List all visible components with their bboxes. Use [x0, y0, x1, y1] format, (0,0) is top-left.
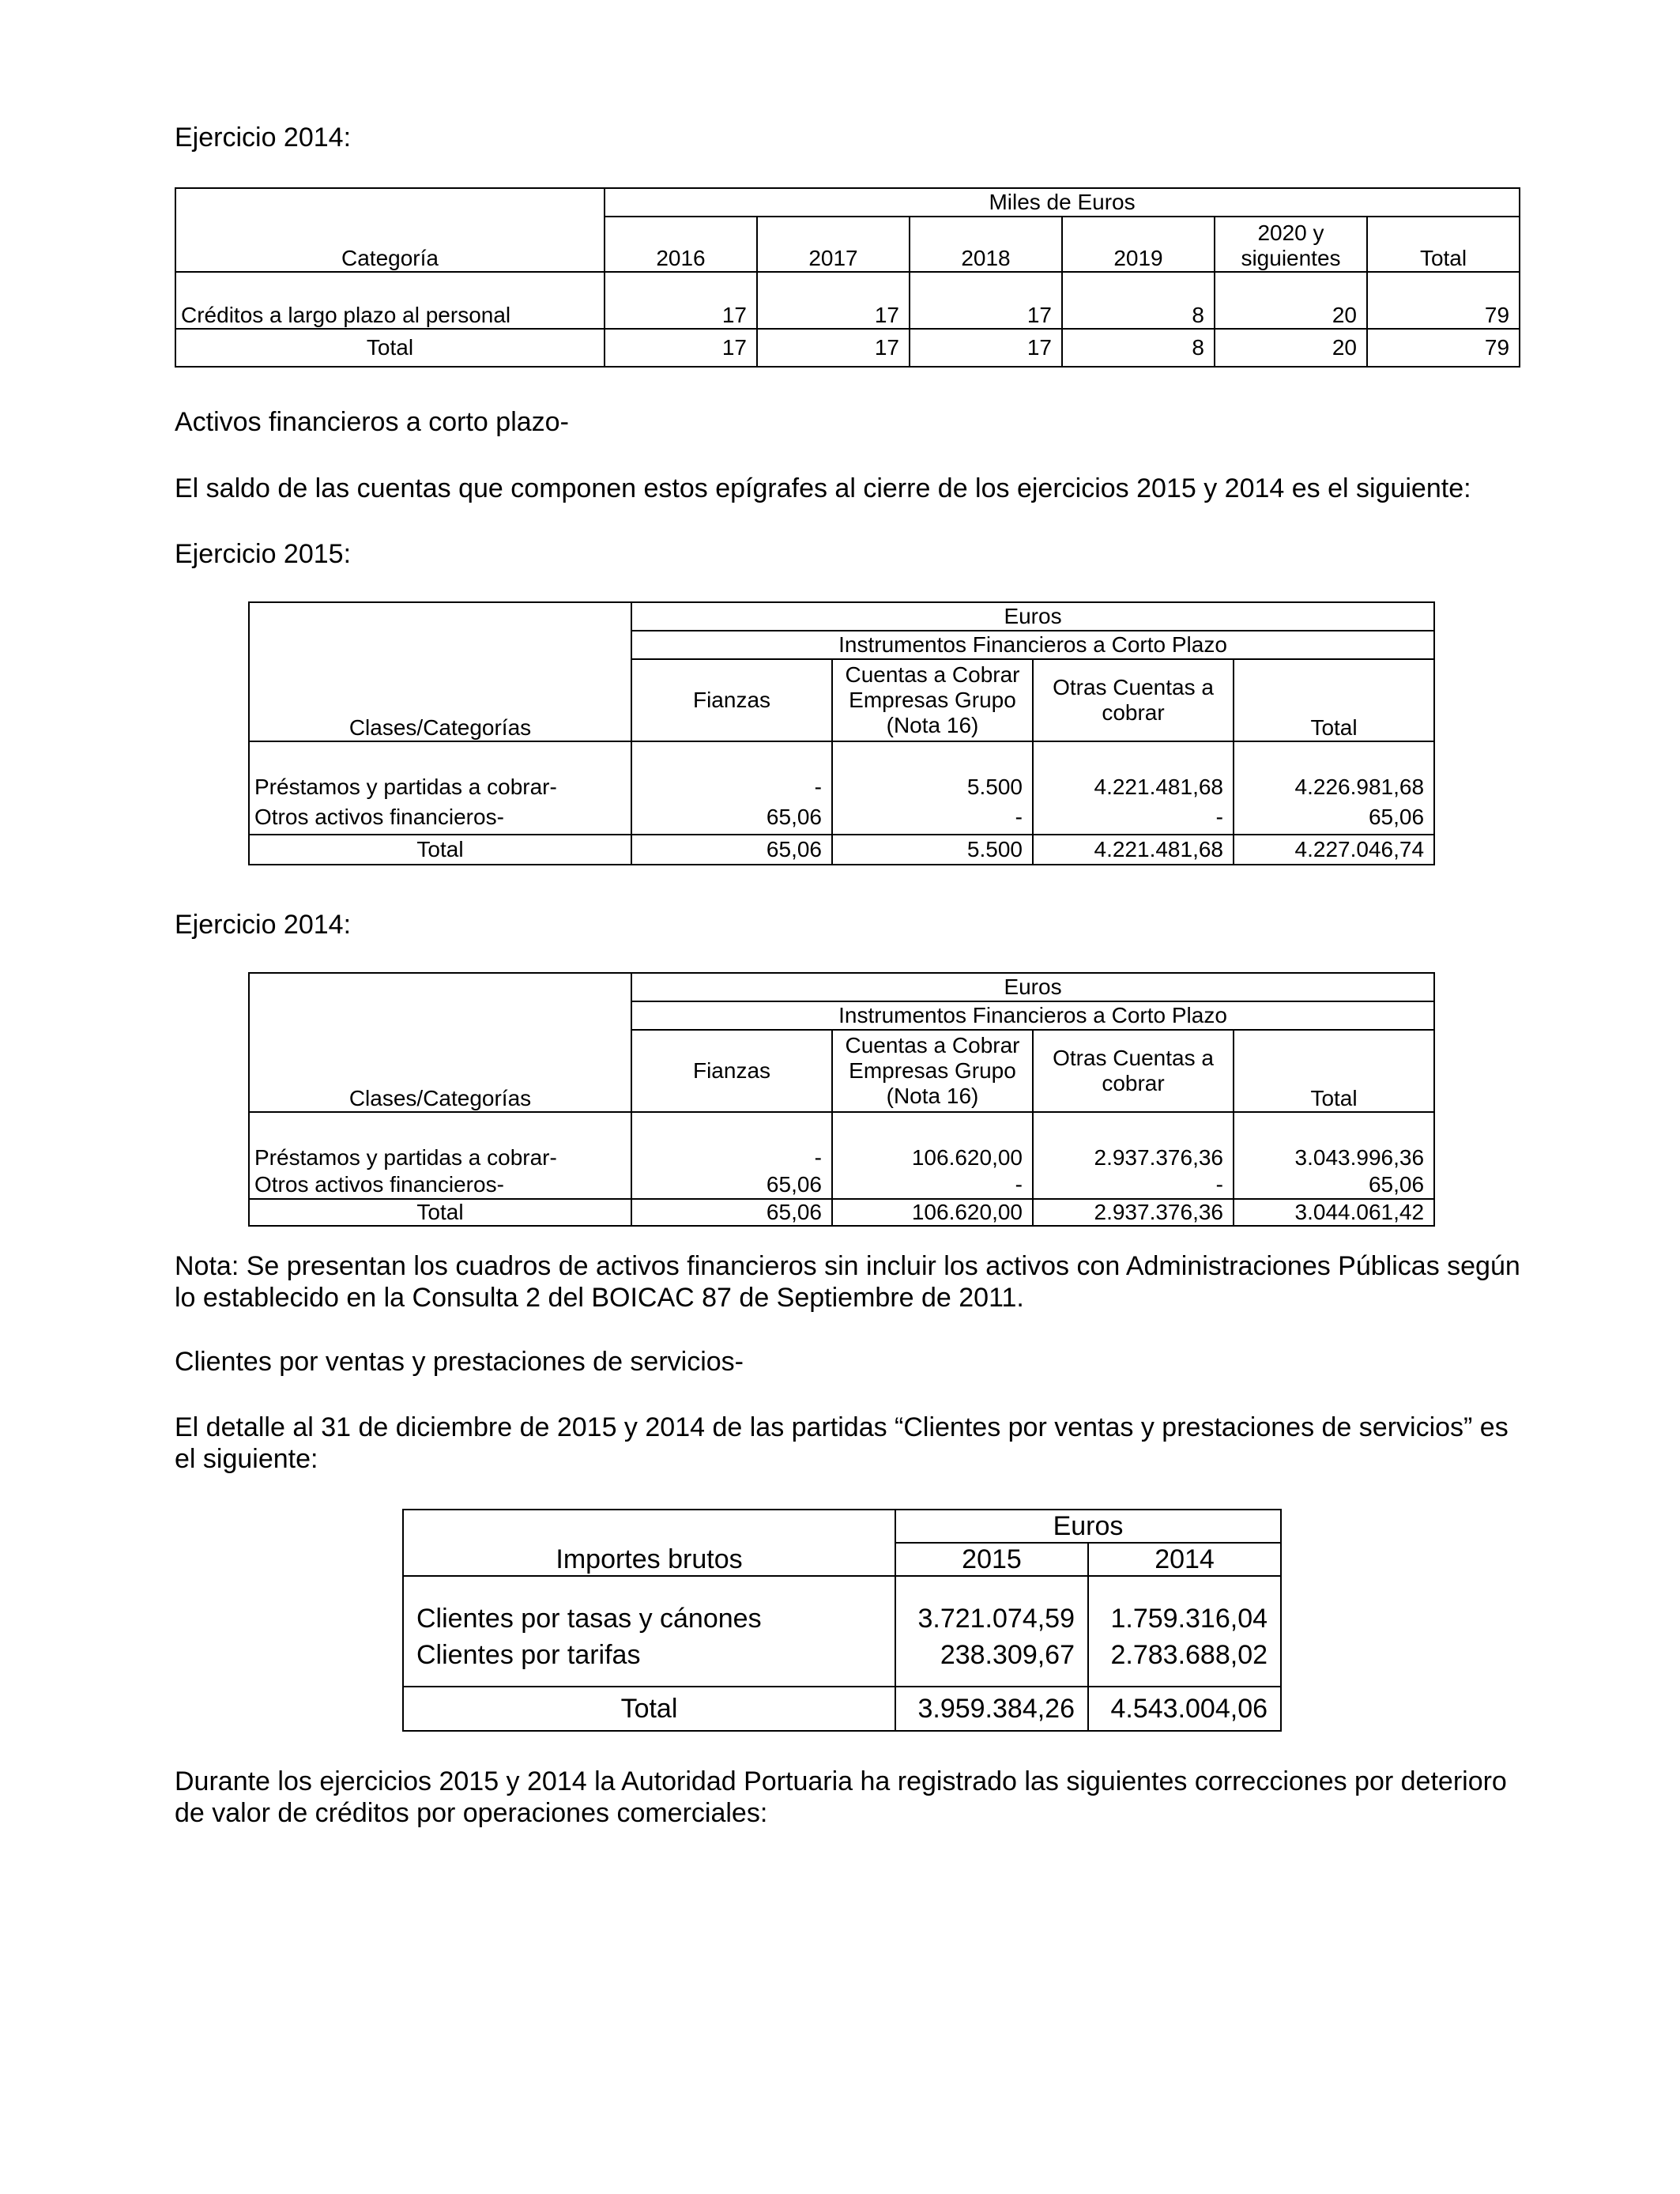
- table-row: Clientes por tasas y cánones 3.721.074,59 1.759.316,04: [403, 1576, 1281, 1634]
- header-total: Total: [1234, 659, 1434, 741]
- table-row: Créditos a largo plazo al personal 17 17 17 8 20 79: [175, 272, 1520, 329]
- header-instrumentos: Instrumentos Financieros a Corto Plazo: [631, 631, 1434, 659]
- header-year-2019: 2019: [1062, 217, 1215, 272]
- header-cuentas-cobrar-grupo: Cuentas a Cobrar Empresas Grupo (Nota 16): [832, 1030, 1033, 1112]
- header-cuentas-cobrar-grupo: Cuentas a Cobrar Empresas Grupo (Nota 16): [832, 659, 1033, 741]
- table-row: Otros activos financieros- 65,06 - - 65,06: [249, 800, 1434, 835]
- section-activos-corto-plazo: Activos financieros a corto plazo-: [175, 407, 569, 437]
- table-activos-corto-2015: [248, 601, 1435, 865]
- header-fianzas: Fianzas: [631, 659, 832, 741]
- header-fianzas: Fianzas: [631, 1030, 832, 1112]
- header-categoria: Categoría: [175, 188, 605, 272]
- heading-ejercicio-2014-b: Ejercicio 2014:: [175, 910, 352, 940]
- header-miles-de-euros: Miles de Euros: [605, 188, 1520, 217]
- header-year-2016: 2016: [605, 217, 757, 272]
- header-clases-categorias: Clases/Categorías: [249, 602, 631, 741]
- table-row: Préstamos y partidas a cobrar- - 106.620,00 2.937.376,36 3.043.996,36: [249, 1112, 1434, 1171]
- header-euros: Euros: [631, 973, 1434, 1001]
- header-euros: Euros: [631, 602, 1434, 631]
- section-clientes: Clientes por ventas y prestaciones de servicios-: [175, 1347, 744, 1377]
- table-row-total: Total 65,06 106.620,00 2.937.376,36 3.044.061,42: [249, 1199, 1434, 1226]
- heading-ejercicio-2014: Ejercicio 2014:: [175, 123, 352, 153]
- table-clientes-importes-brutos: [402, 1509, 1282, 1732]
- header-euros: Euros: [895, 1510, 1281, 1543]
- table-activos-corto-2014: [248, 972, 1435, 1227]
- table-row: Préstamos y partidas a cobrar- - 5.500 4.221.481,68 4.226.981,68: [249, 741, 1434, 800]
- paragraph-durante: Durante los ejercicios 2015 y 2014 la Autoridad Portuaria ha registrado las siguientes correcciones por deterioro de valor de créditos por operaciones comerciales:: [175, 1766, 1507, 1828]
- header-year-2014: 2014: [1088, 1543, 1281, 1576]
- table-creditos-largo-plazo: [175, 187, 1520, 368]
- header-year-2017: 2017: [757, 217, 910, 272]
- header-otras-cuentas: Otras Cuentas a cobrar: [1033, 659, 1234, 741]
- header-importes-brutos: Importes brutos: [403, 1510, 895, 1576]
- table-row-total: Total 3.959.384,26 4.543.004,06: [403, 1687, 1281, 1731]
- table-row: Clientes por tarifas 238.309,67 2.783.688,02: [403, 1634, 1281, 1687]
- header-instrumentos: Instrumentos Financieros a Corto Plazo: [631, 1001, 1434, 1030]
- paragraph-nota: Nota: Se presentan los cuadros de activos financieros sin incluir los activos con Administraciones Públicas según lo establecido en la Consulta 2 del BOICAC 87 de Septiembre de 2011.: [175, 1251, 1520, 1313]
- paragraph-detalle: El detalle al 31 de diciembre de 2015 y 2014 de las partidas “Clientes por ventas y prestaciones de servicios” es el siguiente:: [175, 1412, 1509, 1474]
- header-otras-cuentas: Otras Cuentas a cobrar: [1033, 1030, 1234, 1112]
- header-total: Total: [1234, 1030, 1434, 1112]
- header-year-2015: 2015: [895, 1543, 1088, 1576]
- paragraph-saldo: El saldo de las cuentas que componen estos epígrafes al cierre de los ejercicios 2015 y 2014 es el siguiente:: [175, 473, 1471, 503]
- heading-ejercicio-2015: Ejercicio 2015:: [175, 539, 352, 569]
- header-year-2018: 2018: [910, 217, 1062, 272]
- header-clases-categorias: Clases/Categorías: [249, 973, 631, 1112]
- table-row-total: Total 65,06 5.500 4.221.481,68 4.227.046,74: [249, 835, 1434, 865]
- header-total: Total: [1367, 217, 1520, 272]
- table-row-total: Total 17 17 17 8 20 79: [175, 329, 1520, 367]
- header-2020-siguientes: 2020 y siguientes: [1215, 217, 1367, 272]
- table-row: Otros activos financieros- 65,06 - - 65,06: [249, 1171, 1434, 1199]
